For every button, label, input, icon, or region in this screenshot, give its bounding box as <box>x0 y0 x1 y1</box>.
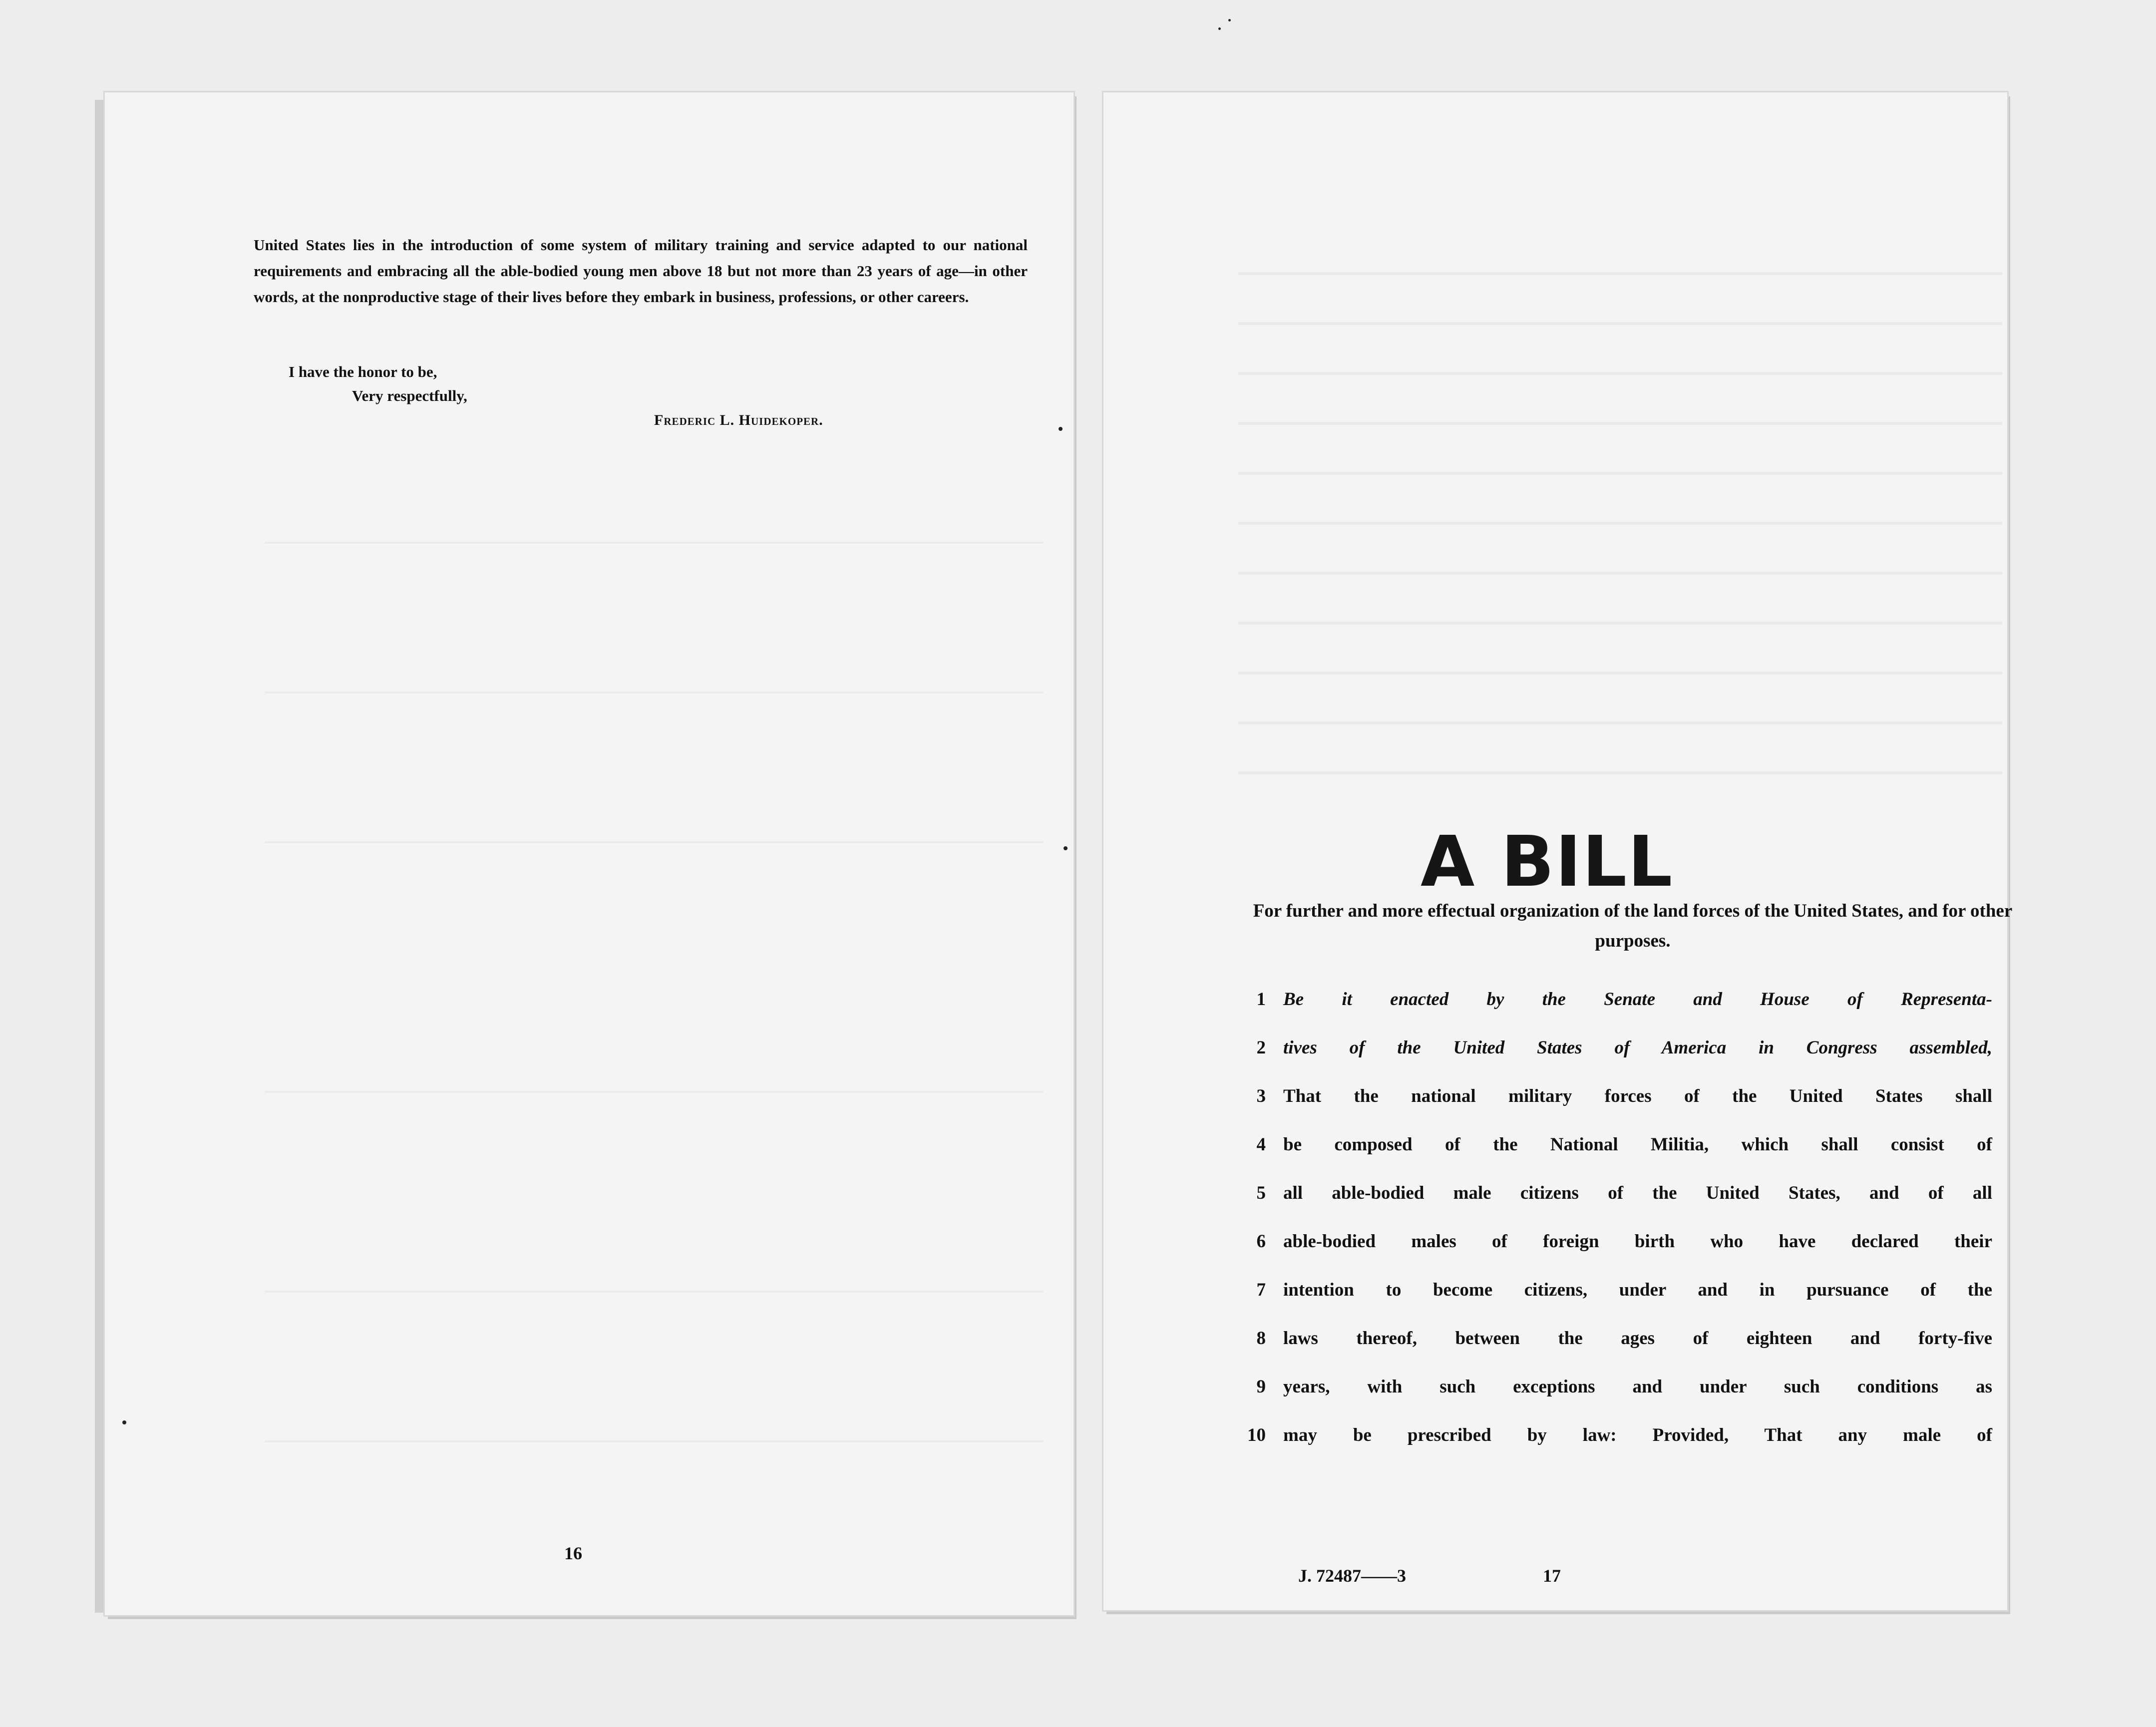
speck-mark <box>1228 19 1231 21</box>
line-number: 5 <box>1256 1183 1266 1203</box>
bill-line <box>1238 1085 2002 1115</box>
signature: Frederic L. Huidekoper. <box>654 412 823 428</box>
closing-salutation: I have the honor to be, <box>289 363 437 380</box>
bill-line <box>1238 1279 2002 1309</box>
line-text: laws thereof, between the ages of eighteen and forty-five <box>1283 1328 1992 1349</box>
speck-mark <box>1059 427 1063 431</box>
bill-line <box>1238 1134 2002 1164</box>
line-text: Be it enacted by the Senate and House of Representa- <box>1283 989 1992 1010</box>
line-text: all able-bodied male citizens of the United States, and of all <box>1283 1183 1992 1203</box>
line-number: 8 <box>1256 1328 1266 1349</box>
bill-line <box>1238 1424 2002 1454</box>
speck-mark <box>1218 27 1221 30</box>
left-page <box>105 92 1074 1615</box>
line-number: 10 <box>1247 1425 1266 1445</box>
bill-code: J. 72487——3 <box>1298 1566 1406 1586</box>
line-number: 2 <box>1256 1037 1266 1058</box>
line-number: 6 <box>1256 1231 1266 1252</box>
speck-mark <box>122 1420 126 1424</box>
speck-mark <box>1064 846 1068 850</box>
right-page-number: 17 <box>1543 1566 1561 1586</box>
bill-line <box>1238 1231 2002 1261</box>
letter-paragraph <box>254 232 1028 310</box>
bill-line <box>1238 1376 2002 1406</box>
closing-respectfully: Very respectfully, <box>352 387 467 404</box>
letter-body-text: United States lies in the introduction of some system of military training and service adapted to our national requirements and embracing all the able-bodied young men above 18 but not more than 23 years of age—in other words, at the nonproductive stage of their lives before they embark in business, professions, or other careers. <box>254 236 1028 306</box>
bill-title: A BILL <box>1421 821 1674 903</box>
page-stack-edge <box>95 100 105 1613</box>
bill-line <box>1238 989 2002 1019</box>
line-number: 7 <box>1256 1280 1266 1300</box>
line-text: intention to become citizens, under and in pursuance of the <box>1283 1280 1992 1300</box>
bill-line <box>1238 1037 2002 1067</box>
bill-line <box>1238 1328 2002 1358</box>
line-number: 3 <box>1256 1086 1266 1106</box>
left-page-number: 16 <box>564 1543 582 1563</box>
line-text: be composed of the National Militia, which shall consist of <box>1283 1134 1992 1155</box>
line-text: may be prescribed by law: Provided, That any male of <box>1283 1425 1992 1445</box>
line-text: tives of the United States of America in Congress assembled, <box>1283 1037 1992 1058</box>
line-number: 9 <box>1256 1377 1266 1397</box>
right-page <box>1103 92 2013 1610</box>
line-number: 1 <box>1256 989 1266 1010</box>
line-text: able-bodied males of foreign birth who have declared their <box>1283 1231 1992 1252</box>
line-text: years, with such exceptions and under such conditions as <box>1283 1377 1992 1397</box>
line-text: That the national military forces of the United States shall <box>1283 1086 1992 1106</box>
bill-subtitle: For further and more effectual organization of the land forces of the United States, and for other purposes. <box>1253 901 2013 951</box>
line-number: 4 <box>1256 1134 1266 1155</box>
bill-line <box>1238 1182 2002 1212</box>
